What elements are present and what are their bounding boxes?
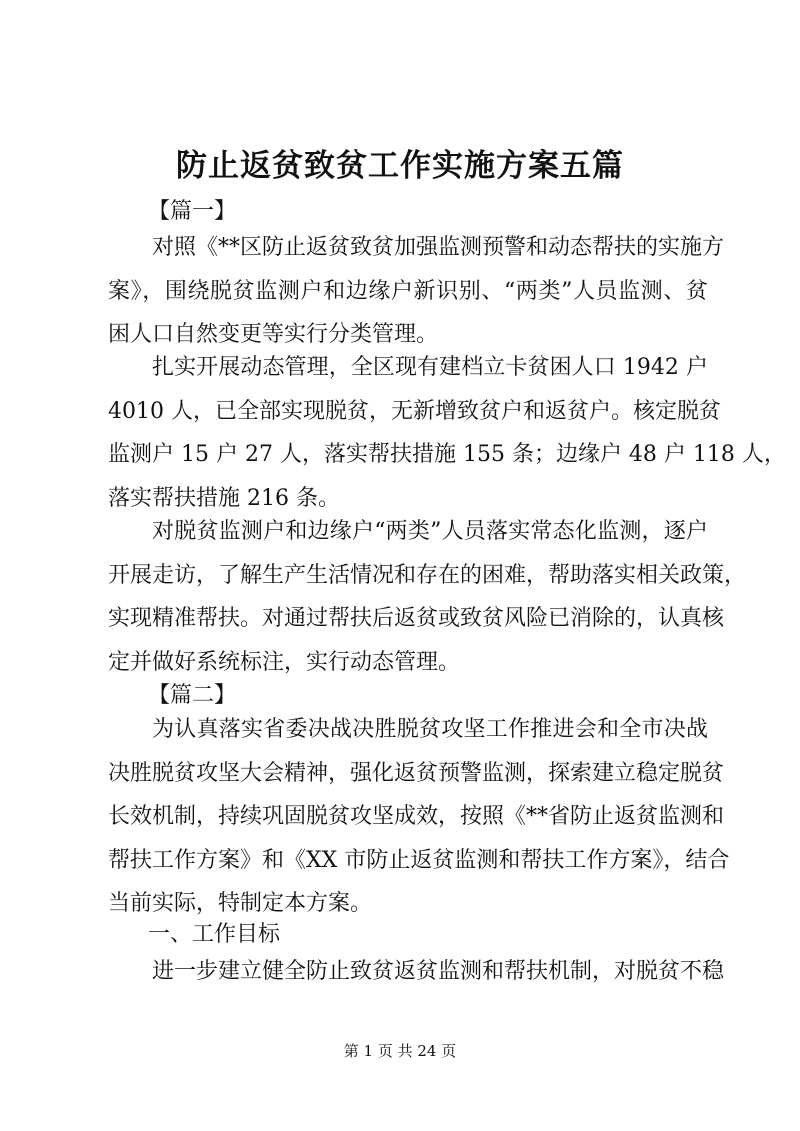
paragraph xyxy=(108,510,747,684)
document-title: 防止返贫致贫工作实施方案五篇 xyxy=(176,148,624,184)
text-line: 进一步建立健全防止致贫返贫监测和帮扶机制，对脱贫不稳 xyxy=(152,959,725,984)
text-line: 开展走访，了解生产生活情况和存在的困难，帮助落实相关政策， xyxy=(108,562,747,588)
text-line: 对照《**区防止返贫致贫加强监测预警和动态帮扶的实施方 xyxy=(152,235,725,260)
paragraph xyxy=(108,950,725,994)
page-footer: 第 1 页 共 24 页 xyxy=(343,1042,457,1060)
text-line: 监测户 15 户 27 人，落实帮扶措施 155 条；边缘户 48 户 118 人， xyxy=(108,442,786,467)
text-line: 为认真落实省委决战决胜脱贫攻坚工作推进会和全市决战 xyxy=(152,717,708,742)
text-line: 困人口自然变更等实行分类管理。 xyxy=(108,322,439,347)
text-line: 对脱贫监测户和边缘户“两类”人员落实常态化监测，逐户 xyxy=(152,519,708,544)
text-line: 当前实际，特制定本方案。 xyxy=(108,891,373,916)
paragraph xyxy=(108,226,725,357)
text-line: 4010 人，已全部实现脱贫，无新增致贫户和返贫户。核定脱贫 xyxy=(108,398,721,424)
text-line: 案》，围绕脱贫监测户和边缘户新识别、“两类”人员监测、贫 xyxy=(108,278,708,304)
subsection-heading: 一、工作目标 xyxy=(148,922,281,947)
paragraph xyxy=(108,708,730,926)
section-heading-2: 【篇二】 xyxy=(148,683,237,708)
text-line: 决胜脱贫攻坚大会精神，强化返贫预警监测，探索建立稳定脱贫 xyxy=(108,760,725,786)
text-line: 实现精准帮扶。对通过帮扶后返贫或致贫风险已消除的，认真核 xyxy=(108,606,725,631)
text-line: 落实帮扶措施 216 条。 xyxy=(108,485,340,511)
text-line: 帮扶工作方案》和《XX 市防止返贫监测和帮扶工作方案》，结合 xyxy=(108,847,730,873)
text-line: 扎实开展动态管理，全区现有建档立卡贫困人口 1942 户 xyxy=(152,355,708,380)
text-line: 定并做好系统标注，实行动态管理。 xyxy=(108,649,461,675)
paragraph xyxy=(108,346,786,520)
section-heading-1: 【篇一】 xyxy=(148,199,237,224)
text-line: 长效机制，持续巩固脱贫攻坚成效，按照《**省防止返贫监测和 xyxy=(108,804,725,829)
